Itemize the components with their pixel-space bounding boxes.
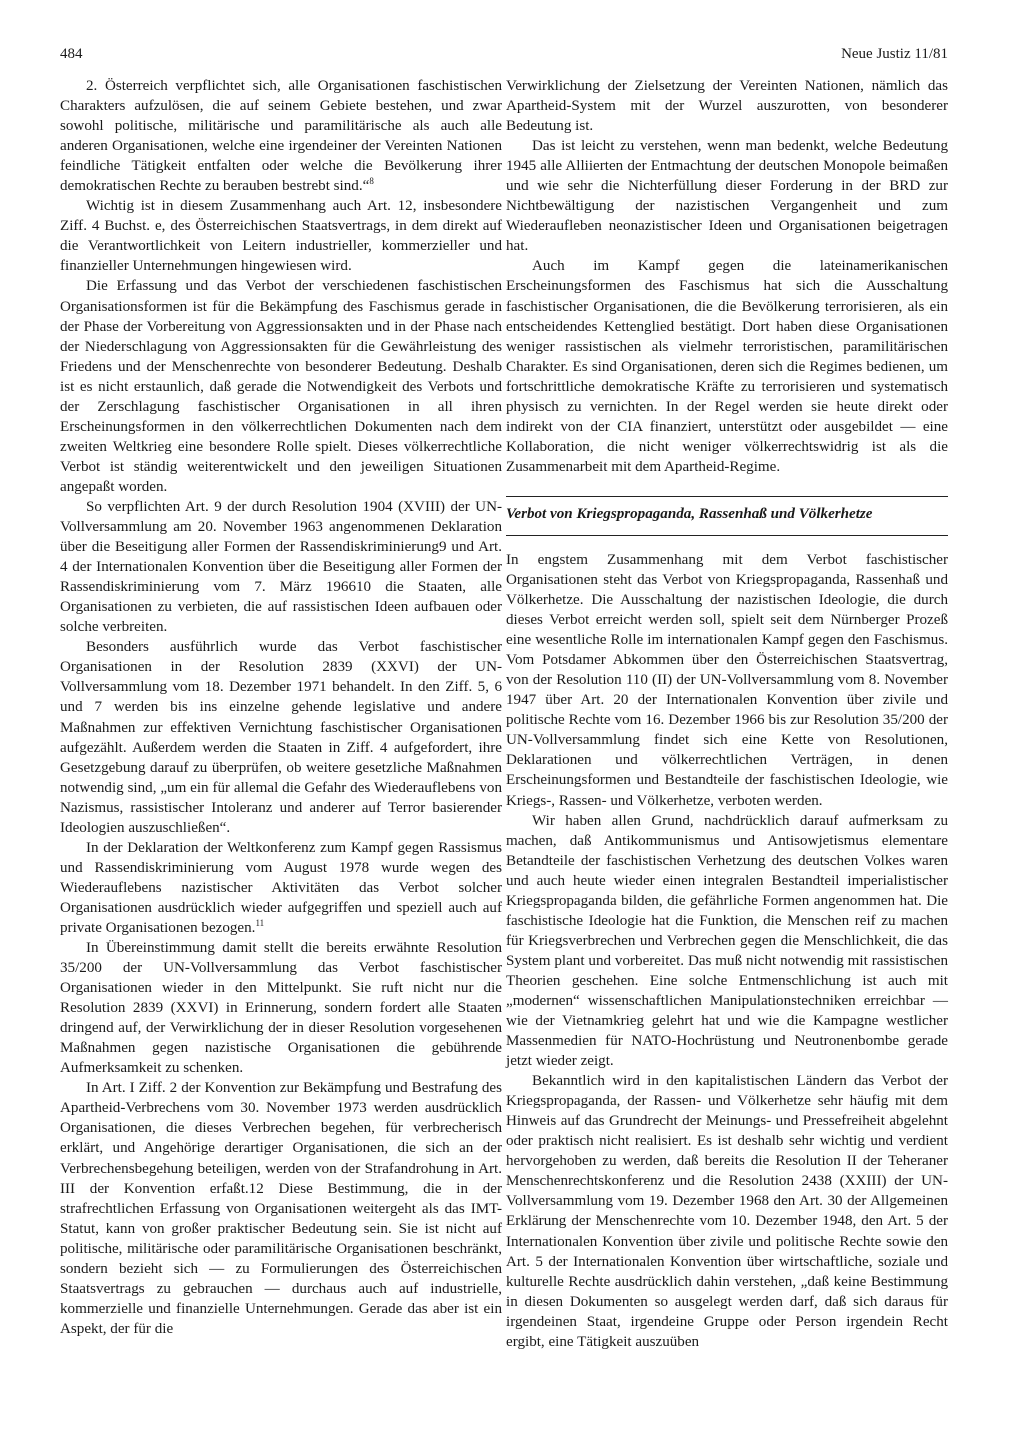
paragraph: 2. Österreich verpflichtet sich, alle Organisationen faschistischen Charakters aufzulösen, die auf seinem Gebiete bestehen, und zwar sowohl politische, militärische und paramilitärische als auch alle anderen Organisationen, welche eine irgendeiner der Vereinten Nationen feindliche Tätigkeit entfalten oder welche die Bevölkerung ihrer demokratischen Rechte zu berauben bestrebt sind.“$^8$ — [60, 78, 502, 195]
paragraph: Auch im Kampf gegen die lateinamerikanischen Erscheinungsformen des Faschismus hat sich die Ausschaltung faschistischer Organisationen, die die Bevölkerung terrorisieren, als ein entscheidendes Kettenglied bestätigt. Dort haben diese Organisationen weniger rassistischen als vielmehr terroristischen, paramilitärischen Charakter. Es sind Organisationen, deren sich die Regimes bedienen, um fortschrittliche demokratische Kräfte zu terrorisieren und systematisch physisch zu vernichten. In der Regel werden sie heute direkt oder indirekt von der CIA finanziert, unterstützt oder ausgebildet — eine Kollaboration, die nicht weniger völkerrechtswidrig ist als die Zusammenarbeit mit dem Apartheid-Regime. — [506, 258, 948, 475]
paragraph: Bekanntlich wird in den kapitalistischen Ländern das Verbot der Kriegspropaganda, der Rassen- und Völkerhetze sehr häufig mit dem Hinweis auf das Grundrecht der Meinungs- und Pressefreiheit abgelehnt oder praktisch nicht realisiert. Es ist deshalb sehr wichtig und verdient hervorgehoben zu werden, daß bereits die Resolution II der Teheraner Menschenrechtskonferenz und die Resolution 2438 (XXIII) der UN-Vollversammlung vom 19. Dezember 1968 den Art. 30 der Allgemeinen Erklärung der Menschenrechte vom 10. Dezember 1948, den Art. 5 der Internationalen Konvention über zivile und politische Rechte sowie den Art. 5 der Internationalen Konvention über wirtschaftliche, soziale und kulturelle Rechte ausdrücklich dahin verstehen, „daß keine Bestimmung in diesen Dokumenten so ausgelegt werden darf, daß sich daraus für irgendeinen Staat, irgendeine Gruppe oder Person irgendein Recht ergibt, eine Tätigkeit auszuüben — [506, 1073, 948, 1350]
paragraph: In der Deklaration der Weltkonferenz zum Kampf gegen Rassismus und Rassendiskriminierung vom August 1978 wurde wegen des Wiederauflebens nazistischer Aktivitäten das Verbot solcher Organisationen ausdrücklich wieder aufgegriffen und speziell auch auf private Organisationen bezogen.$^{11}$ — [60, 839, 502, 936]
paragraph: So verpflichten Art. 9 der durch Resolution 1904 (XVIII) der UN-Vollversammlung am 20. November 1963 angenommenen Deklaration über die Beseitigung aller Formen der Rassendiskriminierung9 und Art. 4 der Internationalen Konvention über die Beseitigung aller Formen der Rassendiskriminierung vom 7. März 196610 die Staaten, alle Organisationen zu verbieten, die auf rassistischen Ideen aufbauen oder solche verbreiten. — [60, 498, 502, 636]
left-column — [60, 76, 502, 1339]
paragraph: In Übereinstimmung damit stellt die bereits erwähnte Resolution 35/200 der UN-Vollversammlung das Verbot faschistischer Organisationen wieder in den Mittelpunkt. Sie ruft nicht nur die Resolution 2839 (XXVI) in Erinnerung, sondern fordert alle Staaten dringend auf, der Verwirklichung der in dieser Resolution vorgesehenen Maßnahmen gegen nazistische Organisationen die gebührende Aufmerksamkeit zu schenken. — [60, 940, 502, 1077]
footnote-ref: 8 — [369, 176, 374, 187]
footnote-ref: 11 — [255, 917, 265, 928]
right-column-top — [506, 76, 948, 477]
paragraph: Wichtig ist in diesem Zusammenhang auch Art. 12, insbesondere Ziff. 4 Buchst. e, des Österreichischen Staatsvertrags, in dem direkt auf die Verantwortlichkeit von Leitern industrieller, kommerzieller und finanzieller Unternehmungen hingewiesen wird. — [60, 198, 502, 275]
paragraph: Wir haben allen Grund, nachdrücklich darauf aufmerksam zu machen, daß Antikommunismus und Antisowjetismus elementare Betandteile der faschistischen Verhetzung des deutschen Volkes waren und auch heute wieder einen integralen Bestandteil imperialistischer Kriegspropaganda bilden, die gefährliche Formen angenommen hat. Die faschistische Ideologie hat die Funktion, die Menschen reif zu machen für Kriegsverbrechen und Verbrechen gegen die Menschlichkeit, die das System plant und vorbereitet. Das muß nicht notwendig mit rassistischen Theorien geschehen. Eine solche Entmenschlichung ist auch mit „modernen“ wissenschaftlichen Manipulationstechniken erreichbar — wie der Vietnamkrieg gelehrt hat und wie die Kampagne westlicher Massenmedien für NATO-Hochrüstung und Neutronenbombe gerade jetzt wieder zeigt. — [506, 812, 948, 1070]
paragraph: In Art. I Ziff. 2 der Konvention zur Bekämpfung und Bestrafung des Apartheid-Verbrechens vom 30. November 1973 werden ausdrücklich Organisationen, die dieses Verbrechen begehen, für verbrecherisch erklärt, und Angehörige derartiger Organisationen, die sich an der Verbrechensbegehung beteiligen, werden von der Strafandrohung in Art. III der Konvention erfaßt.12 Diese Bestimmung, die in der strafrechtlichen Erfassung von Organisationen weitergeht als das IMT-Statut, kann von großer praktischer Bedeutung sein. Sie ist nicht auf politische, militärische oder paramilitärische Organisationen beschränkt, sondern bezieht sich — zu Formulierungen des Österreichischen Staatsvertrags zu gebrauchen — durchaus auch auf industrielle, kommerzielle und finanzielle Unternehmungen. Gerade das aber ist ein Aspekt, der für die — [60, 1080, 502, 1337]
paragraph: Das ist leicht zu verstehen, wenn man bedenkt, welche Bedeutung 1945 alle Alliierten der Entmachtung der deutschen Monopole beimaßen und wie sehr die Nichterfüllung dieser Forderung in der BRD zur Nichtbewältigung der nazistischen Vergangenheit und zum Wiederaufleben neonazistischer Ideen und Organisationen beigetragen hat. — [506, 138, 948, 255]
page-number: 484 — [60, 46, 83, 62]
right-column-bottom — [506, 550, 948, 1352]
paragraph: Besonders ausführlich wurde das Verbot faschistischer Organisationen in der Resolution 2839 (XXVI) der UN-Vollversammlung vom 18. Dezember 1971 behandelt. In den Ziff. 5, 6 und 7 werden bis ins einzelne gehende legislative und andere Maßnahmen zur effektiven Vernichtung faschistischer Organisationen aufgezählt. Außerdem werden die Staaten in Ziff. 4 aufgefordert, ihre Gesetzgebung darauf zu überprüfen, ob weitere gesetzliche Maßnahmen notwendig sind, „um ein für allemal die Gefahr des Wiederauflebens von Nazismus, rassistischer Intoleranz und anderer auf Terror basierender Ideologien auszuschließen“. — [60, 639, 502, 836]
page-header — [60, 46, 948, 70]
section-heading: Verbot von Kriegspropaganda, Rassenhaß und Völkerhetze — [506, 496, 948, 536]
journal-issue: Neue Justiz 11/81 — [841, 46, 948, 62]
right-column — [506, 76, 948, 1352]
paragraph: In engstem Zusammenhang mit dem Verbot faschistischer Organisationen steht das Verbot von Kriegspropaganda, Rassenhaß und Völkerhetze. Die Ausschaltung der nazistischen Ideologie, die durch dieses Verbot erreicht werden soll, spielt seit dem Nürnberger Prozeß eine wesentliche Rolle im internationalen Kampf gegen den Faschismus. Vom Potsdamer Abkommen über den Österreichischen Staatsvertrag, von der Resolution 110 (II) der UN-Vollversammlung vom 8. November 1947 über Art. 20 der Internationalen Konvention über zivile und politische Rechte vom 16. Dezember 1966 bis zur Resolution 35/200 der UN-Vollversammlung findet sich eine Kette von Resolutionen, Deklarationen und völkerrechtlichen Verträgen, in denen Erscheinungsformen und Bestandteile der faschistischen Ideologie, wie Kriegs-, Rassen- und Völkerhetze, verboten werden. — [506, 551, 948, 809]
paragraph: Verwirklichung der Zielsetzung der Vereinten Nationen, nämlich das Apartheid-System mit der Wurzel auszurotten, von besonderer Bedeutung ist. — [506, 78, 948, 135]
paragraph: Die Erfassung und das Verbot der verschiedenen faschistischen Organisationsformen ist für die Bekämpfung des Faschismus gerade in der Phase der Vorbereitung von Aggressionsakten und in der Phase nach der Niederschlagung von Aggressionsakten für die Gewährleistung des Friedens und der Menschenrechte von besonderer Bedeutung. Deshalb ist es nicht erstaunlich, daß gerade die Notwendigkeit des Verbots und der Zerschlagung faschistischer Organisationen in all ihren Erscheinungsformen in den völkerrechtlichen Dokumenten nach dem zweiten Weltkrieg eine besondere Rolle spielt. Dieses völkerrechtliche Verbot ist ständig weiterentwickelt und den jeweiligen Situationen angepaßt worden. — [60, 278, 502, 495]
